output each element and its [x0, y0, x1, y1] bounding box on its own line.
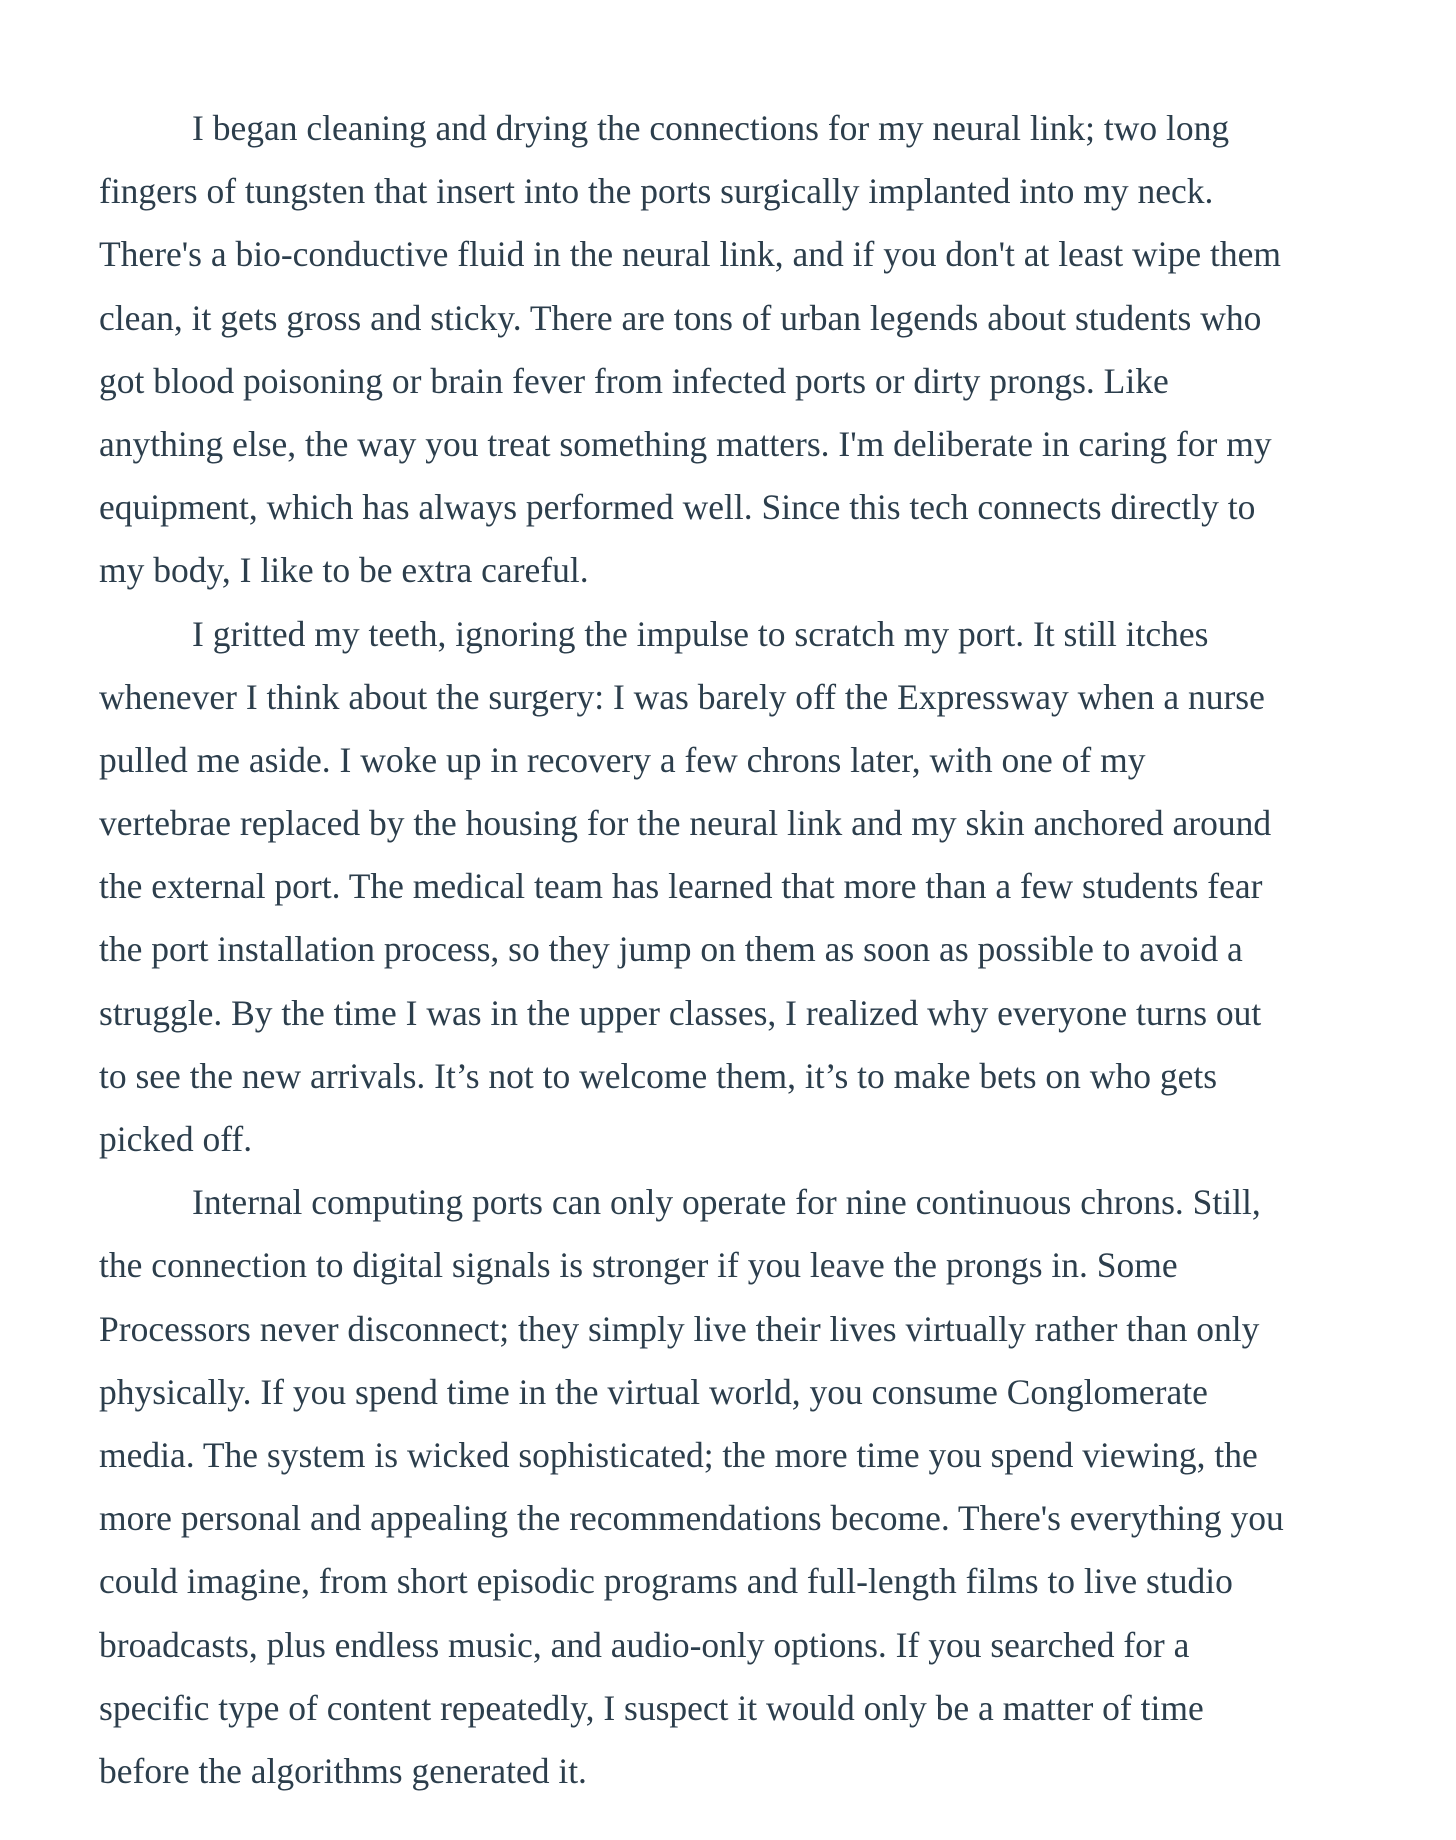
text-line: broadcasts, plus endless music, and audio-only options. If you searched for a [99, 1624, 1190, 1665]
paragraph-3 [99, 1171, 1339, 1803]
text-line: There's a bio-conductive fluid in the neural link, and if you don't at least wipe them [99, 234, 1281, 275]
text-line: vertebrae replaced by the housing for the neural link and my skin anchored around [99, 803, 1272, 844]
text-line: media. The system is wicked sophisticated; the more time you spend viewing, the [99, 1434, 1258, 1475]
document-page [99, 97, 1339, 1803]
paragraph-2 [99, 603, 1339, 1172]
text-line: pulled me aside. I woke up in recovery a few chrons later, with one of my [99, 739, 1146, 780]
text-line: the port installation process, so they jump on them as soon as possible to avoid a [99, 929, 1243, 970]
text-line: whenever I think about the surgery: I was barely off the Expressway when a nurse [99, 676, 1265, 717]
text-line: before the algorithms generated it. [99, 1750, 587, 1791]
text-line: Processors never disconnect; they simply live their lives virtually rather than only [99, 1308, 1260, 1349]
text-line: picked off. [99, 1119, 253, 1159]
text-line: could imagine, from short episodic programs and full-length films to live studio [99, 1561, 1233, 1602]
text-line: clean, it gets gross and sticky. There are tons of urban legends about students who [99, 297, 1262, 338]
text-line: I began cleaning and drying the connections for my neural link; two long [192, 108, 1230, 148]
text-line: anything else, the way you treat something matters. I'm deliberate in caring for my [99, 423, 1272, 464]
text-line: I gritted my teeth, ignoring the impulse to scratch my port. It still itches [192, 613, 1209, 654]
text-line: struggle. By the time I was in the upper classes, I realized why everyone turns out [99, 992, 1262, 1033]
text-line: my body, I like to be extra careful. [99, 550, 589, 591]
text-line: the connection to digital signals is stronger if you leave the prongs in. Some [99, 1245, 1178, 1286]
text-line: more personal and appealing the recommendations become. There's everything you [99, 1498, 1284, 1539]
text-line: specific type of content repeatedly, I suspect it would only be a matter of time [99, 1687, 1204, 1728]
text-line: fingers of tungsten that insert into the ports surgically implanted into my neck. [99, 171, 1214, 212]
text-line: physically. If you spend time in the virtual world, you consume Conglomerate [99, 1371, 1208, 1412]
text-line: Internal computing ports can only operate for nine continuous chrons. Still, [192, 1182, 1261, 1223]
text-line: the external port. The medical team has learned that more than a few students fear [99, 866, 1263, 907]
text-line: got blood poisoning or brain fever from infected ports or dirty prongs. Like [99, 360, 1169, 401]
paragraph-1 [99, 97, 1339, 603]
text-line: to see the new arrivals. It’s not to welcome them, it’s to make bets on who gets [99, 1055, 1218, 1096]
text-line: equipment, which has always performed well. Since this tech connects directly to [99, 487, 1256, 528]
